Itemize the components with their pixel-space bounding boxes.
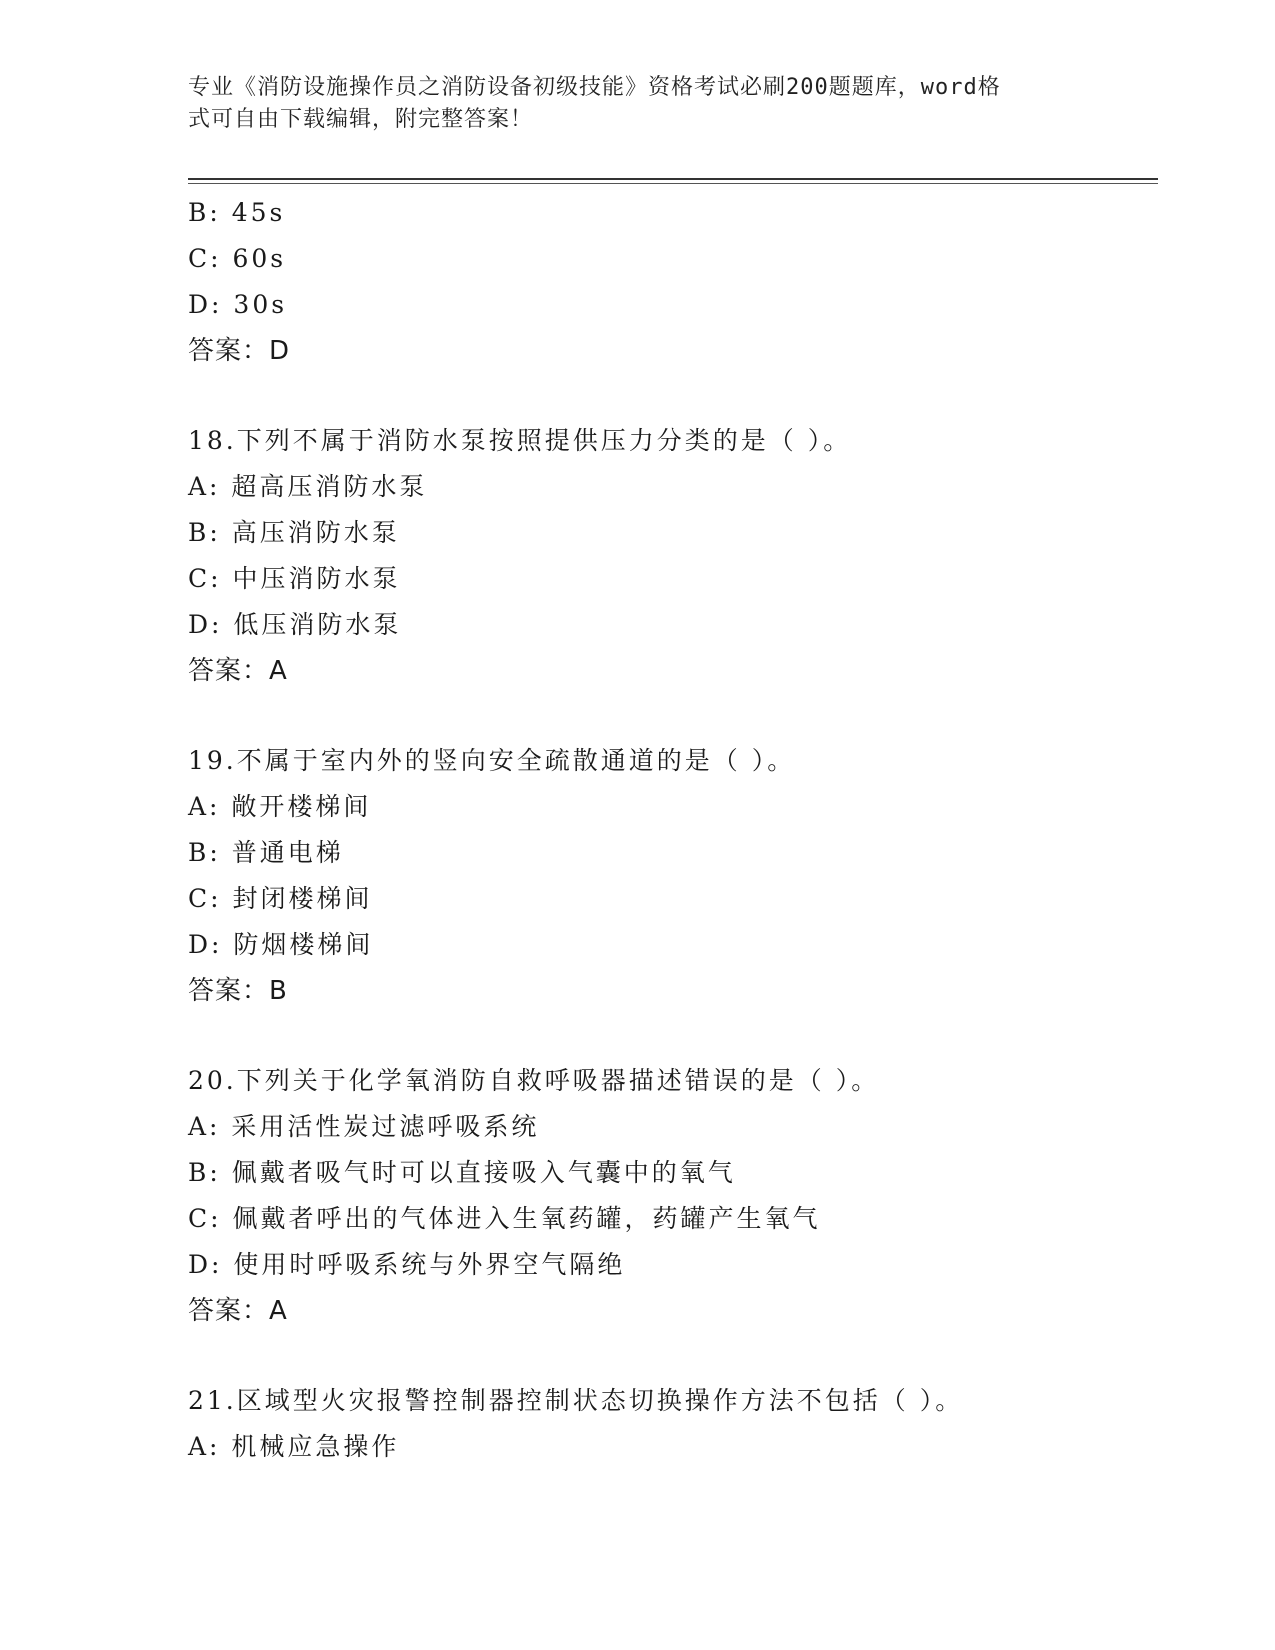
option-a: A: 机械应急操作 — [188, 1432, 400, 1461]
header-line-2: 式可自由下载编辑，附完整答案！ — [188, 107, 534, 132]
question-text: 20.下列关于化学氧消防自救呼吸器描述错误的是（ ）。 — [188, 1066, 880, 1095]
option-a: A: 超高压消防水泵 — [188, 472, 428, 501]
header-divider-thick — [188, 178, 1158, 180]
option-d: D: 使用时呼吸系统与外界空气隔绝 — [188, 1250, 626, 1279]
option-b: B: 高压消防水泵 — [188, 518, 400, 547]
option-b: B: 普通电梯 — [188, 838, 344, 867]
option-d: D: 防烟楼梯间 — [188, 930, 374, 959]
option-d: D: 低压消防水泵 — [188, 610, 402, 639]
question-text: 18.下列不属于消防水泵按照提供压力分类的是（ ）。 — [188, 426, 852, 455]
question-text: 21.区域型火灾报警控制器控制状态切换操作方法不包括（ ）。 — [188, 1386, 964, 1415]
option-c: C: 佩戴者呼出的气体进入生氧药罐，药罐产生氧气 — [188, 1204, 821, 1233]
option-c: C: 中压消防水泵 — [188, 564, 401, 593]
answer-line: 答案：A — [188, 1296, 288, 1326]
question-block-21 — [188, 1378, 1168, 1470]
question-block-20 — [188, 1058, 1168, 1334]
page-header — [188, 72, 1068, 136]
question-block-18 — [188, 418, 1168, 694]
option-a: A: 敞开楼梯间 — [188, 792, 372, 821]
option-c: C: 封闭楼梯间 — [188, 884, 373, 913]
option-b: B: 佩戴者吸气时可以直接吸入气囊中的氧气 — [188, 1158, 736, 1187]
option-c: C: 60s — [188, 244, 287, 273]
option-a: A: 采用活性炭过滤呼吸系统 — [188, 1112, 540, 1141]
option-d: D: 30s — [188, 290, 288, 319]
question-text: 19.不属于室内外的竖向安全疏散通道的是（ ）。 — [188, 746, 796, 775]
header-line-1: 专业《消防设施操作员之消防设备初级技能》资格考试必刷200题题库，word格 — [188, 75, 1001, 100]
header-divider-thin — [188, 183, 1158, 184]
option-b: B: 45s — [188, 198, 286, 227]
answer-line: 答案：D — [188, 336, 291, 366]
question-block-17 — [188, 190, 1168, 374]
question-block-19 — [188, 738, 1168, 1014]
answer-line: 答案：A — [188, 656, 288, 686]
answer-line: 答案：B — [188, 976, 288, 1006]
question-list — [188, 190, 1168, 1470]
